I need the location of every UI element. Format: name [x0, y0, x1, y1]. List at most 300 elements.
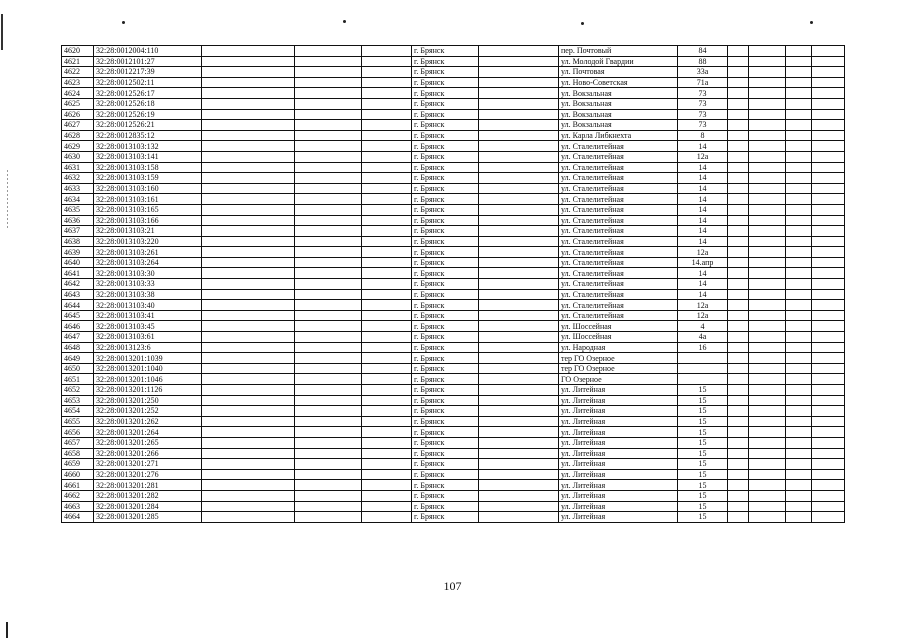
cell-empty [812, 247, 845, 258]
table-row [62, 416, 845, 427]
cell-house: 14 [678, 236, 728, 247]
cell-empty [295, 300, 362, 311]
cell-cad: 32:28:0013103:220 [94, 236, 202, 247]
cell-empty [749, 310, 786, 321]
cell-house: 14 [678, 279, 728, 290]
cell-empty [479, 363, 559, 374]
cell-empty [749, 363, 786, 374]
cell-empty [202, 342, 295, 353]
cell-empty [749, 151, 786, 162]
cell-empty [749, 427, 786, 438]
cell-empty [479, 374, 559, 385]
cell-house: 12а [678, 310, 728, 321]
cell-empty [786, 268, 812, 279]
registry-table [61, 45, 845, 523]
cell-empty [362, 109, 412, 120]
cell-city: г. Брянск [412, 490, 479, 501]
cell-empty [786, 416, 812, 427]
cell-empty [786, 141, 812, 152]
cell-cad: 32:28:0013201:1126 [94, 385, 202, 396]
cell-city: г. Брянск [412, 448, 479, 459]
cell-cad: 32:28:0013103:132 [94, 141, 202, 152]
cell-empty [786, 310, 812, 321]
cell-empty [295, 490, 362, 501]
cell-empty [728, 321, 749, 332]
cell-empty [749, 385, 786, 396]
cell-house: 14 [678, 162, 728, 173]
cell-street: ул. Шоссейная [559, 321, 678, 332]
table-row [62, 374, 845, 385]
cell-city: г. Брянск [412, 342, 479, 353]
cell-empty [479, 385, 559, 396]
table-row [62, 300, 845, 311]
cell-empty [202, 437, 295, 448]
cell-empty [479, 247, 559, 258]
cell-num: 4636 [62, 215, 94, 226]
cell-empty [749, 46, 786, 57]
cell-city: г. Брянск [412, 395, 479, 406]
cell-cad: 32:28:0013103:45 [94, 321, 202, 332]
cell-empty [812, 257, 845, 268]
cell-empty [362, 268, 412, 279]
cell-house: 14 [678, 204, 728, 215]
cell-empty [362, 332, 412, 343]
cell-street: ул. Литейная [559, 385, 678, 396]
cell-empty [786, 353, 812, 364]
cell-empty [786, 183, 812, 194]
cell-cad: 32:28:0013201:266 [94, 448, 202, 459]
cell-empty [728, 437, 749, 448]
cell-empty [202, 289, 295, 300]
cell-empty [479, 162, 559, 173]
cell-house: 14 [678, 215, 728, 226]
cell-empty [786, 480, 812, 491]
table-row [62, 385, 845, 396]
cell-empty [479, 459, 559, 470]
cell-empty [749, 109, 786, 120]
cell-empty [479, 98, 559, 109]
cell-empty [362, 88, 412, 99]
cell-num: 4654 [62, 406, 94, 417]
table-row [62, 512, 845, 523]
cell-empty [786, 257, 812, 268]
cell-house: 14 [678, 226, 728, 237]
cell-empty [749, 353, 786, 364]
cell-empty [295, 321, 362, 332]
cell-empty [295, 247, 362, 258]
table-row [62, 236, 845, 247]
cell-empty [786, 98, 812, 109]
cell-empty [812, 67, 845, 78]
cell-empty [728, 141, 749, 152]
cell-num: 4648 [62, 342, 94, 353]
cell-empty [812, 332, 845, 343]
cell-empty [479, 310, 559, 321]
table-row [62, 151, 845, 162]
cell-street: ул. Сталелитейная [559, 310, 678, 321]
cell-empty [362, 67, 412, 78]
table-row [62, 162, 845, 173]
cell-street: ул. Литейная [559, 437, 678, 448]
cell-empty [728, 46, 749, 57]
table-row [62, 459, 845, 470]
cell-city: г. Брянск [412, 480, 479, 491]
table-row [62, 67, 845, 78]
cell-empty [479, 448, 559, 459]
cell-num: 4633 [62, 183, 94, 194]
cell-empty [812, 56, 845, 67]
cell-empty [202, 512, 295, 523]
cell-cad: 32:28:0013201:276 [94, 469, 202, 480]
cell-house: 73 [678, 88, 728, 99]
cell-cad: 32:28:0013103:33 [94, 279, 202, 290]
cell-empty [749, 236, 786, 247]
cell-empty [202, 162, 295, 173]
cell-cad: 32:28:0012526:18 [94, 98, 202, 109]
cell-empty [295, 342, 362, 353]
cell-cad: 32:28:0013103:159 [94, 173, 202, 184]
cell-empty [786, 289, 812, 300]
cell-empty [362, 342, 412, 353]
table-row [62, 194, 845, 205]
cell-empty [362, 289, 412, 300]
cell-empty [479, 469, 559, 480]
cell-empty [362, 448, 412, 459]
cell-house: 4а [678, 332, 728, 343]
cell-house: 73 [678, 109, 728, 120]
cell-empty [202, 77, 295, 88]
scan-dot [122, 21, 125, 24]
cell-cad: 32:28:0013201:265 [94, 437, 202, 448]
cell-num: 4641 [62, 268, 94, 279]
cell-empty [479, 268, 559, 279]
cell-num: 4664 [62, 512, 94, 523]
table-row [62, 98, 845, 109]
cell-empty [295, 257, 362, 268]
cell-empty [295, 46, 362, 57]
cell-empty [812, 501, 845, 512]
cell-empty [295, 353, 362, 364]
cell-street: тер ГО Озерное [559, 363, 678, 374]
cell-empty [786, 130, 812, 141]
cell-empty [479, 416, 559, 427]
cell-empty [362, 173, 412, 184]
cell-empty [786, 321, 812, 332]
table-row [62, 427, 845, 438]
cell-empty [479, 88, 559, 99]
cell-city: г. Брянск [412, 247, 479, 258]
cell-empty [202, 427, 295, 438]
cell-empty [728, 194, 749, 205]
cell-street: ул. Литейная [559, 480, 678, 491]
cell-cad: 32:28:0013201:281 [94, 480, 202, 491]
cell-num: 4651 [62, 374, 94, 385]
table-row [62, 109, 845, 120]
cell-empty [728, 247, 749, 258]
cell-empty [812, 480, 845, 491]
cell-cad: 32:28:0013103:61 [94, 332, 202, 343]
cell-cad: 32:28:0013201:262 [94, 416, 202, 427]
cell-empty [479, 501, 559, 512]
cell-city: г. Брянск [412, 501, 479, 512]
cell-num: 4634 [62, 194, 94, 205]
table-row [62, 289, 845, 300]
table-row [62, 353, 845, 364]
cell-empty [362, 501, 412, 512]
cell-empty [749, 226, 786, 237]
cell-street: ул. Вокзальная [559, 109, 678, 120]
table-row [62, 56, 845, 67]
cell-empty [202, 46, 295, 57]
registry-table-body [62, 46, 845, 523]
cell-empty [728, 289, 749, 300]
cell-cad: 32:28:0013201:1046 [94, 374, 202, 385]
cell-empty [202, 332, 295, 343]
cell-empty [202, 448, 295, 459]
cell-empty [362, 194, 412, 205]
cell-num: 4631 [62, 162, 94, 173]
cell-cad: 32:28:0013201:264 [94, 427, 202, 438]
cell-city: г. Брянск [412, 332, 479, 343]
cell-empty [728, 215, 749, 226]
page-number: 107 [443, 579, 462, 593]
cell-empty [812, 98, 845, 109]
cell-empty [202, 151, 295, 162]
table-row [62, 279, 845, 290]
cell-empty [728, 120, 749, 131]
cell-empty [728, 300, 749, 311]
cell-empty [786, 151, 812, 162]
cell-empty [202, 56, 295, 67]
cell-num: 4626 [62, 109, 94, 120]
cell-empty [202, 130, 295, 141]
cell-empty [749, 183, 786, 194]
cell-street: ул. Сталелитейная [559, 279, 678, 290]
cell-empty [295, 406, 362, 417]
cell-cad: 32:28:0013123:6 [94, 342, 202, 353]
scan-dot [810, 21, 813, 24]
cell-city: г. Брянск [412, 363, 479, 374]
cell-street: ул. Сталелитейная [559, 194, 678, 205]
cell-empty [362, 395, 412, 406]
cell-house: 15 [678, 469, 728, 480]
cell-empty [202, 310, 295, 321]
cell-city: г. Брянск [412, 67, 479, 78]
cell-house: 33а [678, 67, 728, 78]
cell-num: 4637 [62, 226, 94, 237]
cell-cad: 32:28:0013103:141 [94, 151, 202, 162]
cell-empty [812, 289, 845, 300]
cell-city: г. Брянск [412, 459, 479, 470]
cell-empty [295, 279, 362, 290]
cell-empty [479, 490, 559, 501]
cell-empty [479, 279, 559, 290]
cell-num: 4642 [62, 279, 94, 290]
cell-empty [479, 289, 559, 300]
cell-empty [728, 183, 749, 194]
cell-empty [812, 120, 845, 131]
cell-empty [479, 141, 559, 152]
cell-empty [479, 353, 559, 364]
cell-empty [202, 300, 295, 311]
cell-num: 4635 [62, 204, 94, 215]
cell-empty [362, 120, 412, 131]
cell-city: г. Брянск [412, 427, 479, 438]
cell-street: ул. Сталелитейная [559, 151, 678, 162]
cell-empty [202, 374, 295, 385]
cell-empty [786, 395, 812, 406]
cell-empty [295, 310, 362, 321]
cell-house: 14 [678, 173, 728, 184]
cell-empty [362, 56, 412, 67]
cell-empty [202, 215, 295, 226]
cell-empty [728, 151, 749, 162]
cell-empty [295, 88, 362, 99]
cell-cad: 32:28:0013201:1040 [94, 363, 202, 374]
cell-house: 15 [678, 448, 728, 459]
cell-empty [479, 512, 559, 523]
cell-empty [812, 300, 845, 311]
cell-empty [202, 490, 295, 501]
cell-empty [728, 88, 749, 99]
cell-empty [749, 279, 786, 290]
table-row [62, 226, 845, 237]
cell-cad: 32:28:0013103:21 [94, 226, 202, 237]
cell-empty [812, 141, 845, 152]
cell-empty [202, 469, 295, 480]
cell-empty [786, 427, 812, 438]
cell-empty [202, 204, 295, 215]
cell-empty [479, 332, 559, 343]
cell-empty [295, 374, 362, 385]
cell-empty [362, 459, 412, 470]
cell-empty [786, 236, 812, 247]
cell-empty [749, 98, 786, 109]
cell-house [678, 374, 728, 385]
cell-empty [728, 490, 749, 501]
cell-city: г. Брянск [412, 120, 479, 131]
cell-num: 4638 [62, 236, 94, 247]
cell-empty [786, 88, 812, 99]
cell-num: 4662 [62, 490, 94, 501]
cell-empty [812, 427, 845, 438]
cell-empty [786, 459, 812, 470]
cell-empty [786, 512, 812, 523]
cell-num: 4649 [62, 353, 94, 364]
cell-house: 15 [678, 437, 728, 448]
cell-empty [728, 173, 749, 184]
cell-empty [479, 46, 559, 57]
cell-empty [295, 98, 362, 109]
scan-edge-mark [1, 14, 3, 50]
cell-empty [728, 162, 749, 173]
cell-empty [295, 162, 362, 173]
cell-street: ул. Сталелитейная [559, 300, 678, 311]
cell-empty [749, 490, 786, 501]
cell-empty [362, 310, 412, 321]
cell-empty [362, 162, 412, 173]
cell-empty [295, 120, 362, 131]
scan-dot [581, 22, 584, 25]
cell-num: 4640 [62, 257, 94, 268]
table-row [62, 257, 845, 268]
cell-street: ул. Сталелитейная [559, 215, 678, 226]
cell-city: г. Брянск [412, 469, 479, 480]
cell-cad: 32:28:0013103:264 [94, 257, 202, 268]
cell-city: г. Брянск [412, 353, 479, 364]
cell-empty [786, 215, 812, 226]
table-row [62, 120, 845, 131]
cell-empty [362, 226, 412, 237]
cell-empty [202, 194, 295, 205]
cell-num: 4652 [62, 385, 94, 396]
table-row [62, 321, 845, 332]
cell-street: ул. Литейная [559, 395, 678, 406]
cell-house: 15 [678, 490, 728, 501]
cell-num: 4658 [62, 448, 94, 459]
cell-empty [202, 247, 295, 258]
cell-house: 15 [678, 385, 728, 396]
cell-empty [728, 459, 749, 470]
cell-empty [202, 501, 295, 512]
cell-city: г. Брянск [412, 141, 479, 152]
cell-empty [728, 427, 749, 438]
cell-house: 73 [678, 120, 728, 131]
cell-cad: 32:28:0013103:161 [94, 194, 202, 205]
cell-city: г. Брянск [412, 236, 479, 247]
cell-num: 4622 [62, 67, 94, 78]
cell-street: ул. Сталелитейная [559, 204, 678, 215]
cell-empty [812, 469, 845, 480]
table-row [62, 247, 845, 258]
cell-city: г. Брянск [412, 289, 479, 300]
table-row [62, 501, 845, 512]
cell-empty [295, 56, 362, 67]
cell-empty [749, 448, 786, 459]
cell-num: 4627 [62, 120, 94, 131]
cell-empty [295, 173, 362, 184]
cell-street: ул. Литейная [559, 427, 678, 438]
table-row [62, 88, 845, 99]
cell-empty [295, 395, 362, 406]
cell-cad: 32:28:0013201:250 [94, 395, 202, 406]
cell-empty [749, 141, 786, 152]
cell-empty [749, 88, 786, 99]
cell-empty [749, 416, 786, 427]
cell-city: г. Брянск [412, 46, 479, 57]
cell-empty [728, 353, 749, 364]
cell-empty [295, 289, 362, 300]
cell-empty [295, 236, 362, 247]
scan-edge-mark-bottom [6, 622, 8, 638]
cell-empty [202, 141, 295, 152]
cell-empty [728, 332, 749, 343]
cell-street: ул. Литейная [559, 416, 678, 427]
cell-empty [362, 480, 412, 491]
cell-city: г. Брянск [412, 77, 479, 88]
cell-cad: 32:28:0012835:12 [94, 130, 202, 141]
table-row [62, 448, 845, 459]
cell-house: 15 [678, 501, 728, 512]
cell-street: ул. Сталелитейная [559, 226, 678, 237]
cell-empty [749, 395, 786, 406]
cell-empty [749, 162, 786, 173]
cell-empty [362, 247, 412, 258]
cell-empty [295, 183, 362, 194]
cell-cad: 32:28:0012101:27 [94, 56, 202, 67]
cell-num: 4663 [62, 501, 94, 512]
cell-empty [295, 480, 362, 491]
